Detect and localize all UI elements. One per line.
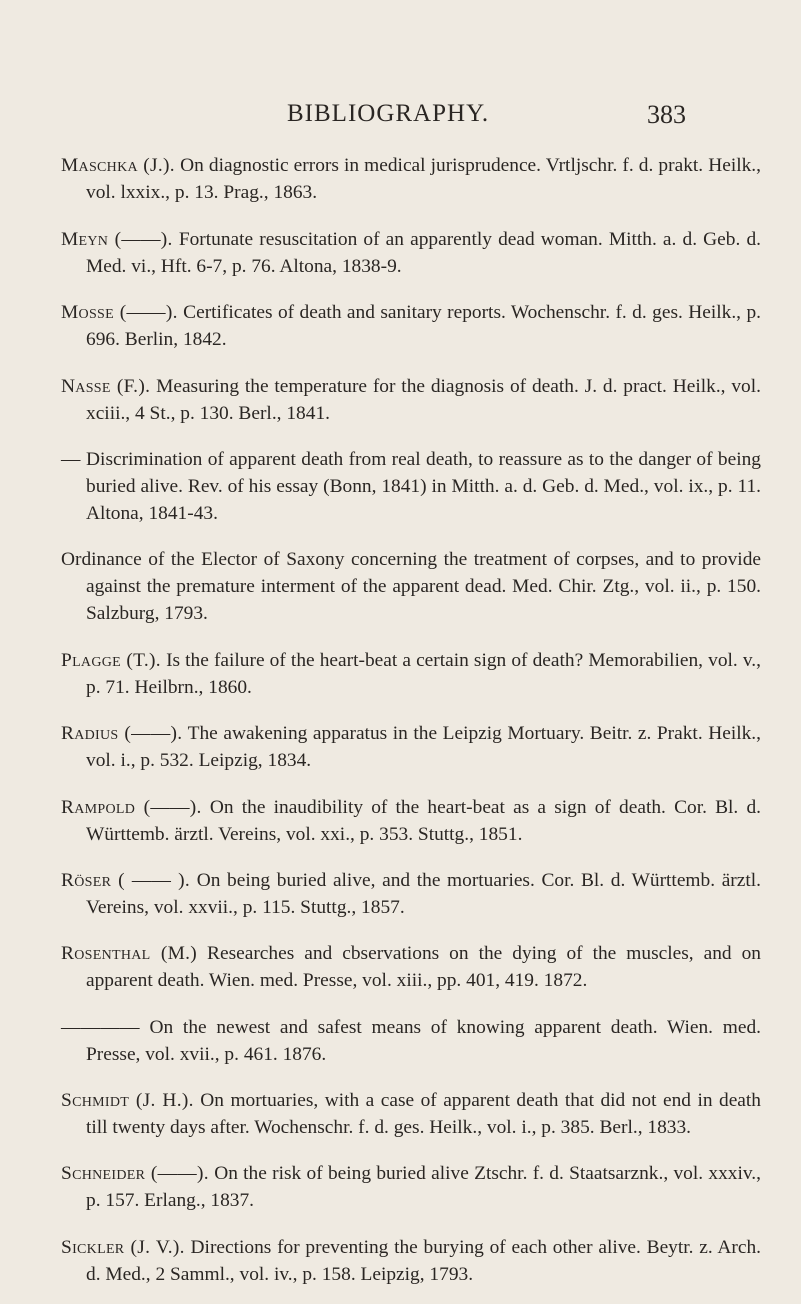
bibliography-entry <box>61 1234 761 1288</box>
entry-text: Ordinance of the Elector of Saxony concerning the treatment of corpses, and to provide against the premature interment of the apparent dead. Med. Chir. Ztg., vol. ii., p. 150. Salzburg, 1793. <box>61 549 761 625</box>
entry-text: Fortunate resuscitation of an apparently dead woman. Mitth. a. d. Geb. d. Med. vi., Hft. 6-7, p. 76. Altona, 1838-9. <box>86 228 761 277</box>
entry-author: Schmidt (J. H.). <box>61 1090 194 1112</box>
entry-author: — <box>61 448 81 470</box>
entry-author: Meyn (——). <box>61 228 173 250</box>
entry-author: Schneider (——). <box>61 1163 209 1185</box>
entry-author: Sickler (J. V.). <box>61 1236 185 1258</box>
entry-author: Nasse (F.). <box>61 375 151 397</box>
entry-text: Measuring the temperature for the diagnosis of death. J. d. pract. Heilk., vol. xciii., 4 St., p. 130. Berl., 1841. <box>86 375 761 424</box>
entry-author: Maschka (J.). <box>61 155 175 177</box>
entry-text: On being buried alive, and the mortuaries. Cor. Bl. d. Württemb. ärztl. Vereins, vol. xxvii., p. 115. Stuttg., 1857. <box>86 869 761 918</box>
entry-author: Röser ( —— ). <box>61 869 191 891</box>
running-head <box>0 100 801 130</box>
bibliography-entry <box>61 1087 761 1141</box>
bibliography-entry <box>61 1160 761 1214</box>
entry-author: Radius (——). <box>61 723 183 745</box>
entry-author: Plagge (T.). <box>61 649 161 671</box>
entry-text: On diagnostic errors in medical jurisprudence. Vrtljschr. f. d. prakt. Heilk., vol. lxxix., p. 13. Prag., 1863. <box>86 155 761 204</box>
bibliography-entry <box>61 1014 761 1068</box>
entry-text: Directions for preventing the burying of each other alive. Beytr. z. Arch. d. Med., 2 Samml., vol. iv., p. 158. Leipzig, 1793. <box>86 1236 761 1285</box>
running-title: BIBLIOGRAPHY. <box>287 100 490 127</box>
page-number: 383 <box>647 100 686 129</box>
entry-text: On the newest and safest means of knowing apparent death. Wien. med. Presse, vol. xvii., p. 461. 1876. <box>86 1016 761 1065</box>
bibliography-entry <box>61 794 761 848</box>
entry-text: Is the failure of the heart-beat a certain sign of death? Memorabilien, vol. v., p. 71. Heilbrn., 1860. <box>86 649 761 698</box>
bibliography-list <box>61 133 761 1298</box>
entry-text: Discrimination of apparent death from real death, to reassure as to the danger of being buried alive. Rev. of his essay (Bonn, 1841) in Mitth. a. d. Geb. d. Med., vol. ix., p. 11. Altona, 1841-43. <box>86 448 761 524</box>
entry-author: Rosenthal (M.) <box>61 943 198 965</box>
entry-text: Researches and cbservations on the dying of the muscles, and on apparent death. Wien. med. Presse, vol. xiii., pp. 401, 419. 1872. <box>86 943 762 992</box>
entry-text: Certificates of death and sanitary reports. Wochenschr. f. d. ges. Heilk., p. 696. Berlin, 1842. <box>86 302 761 351</box>
bibliography-entry <box>61 647 761 701</box>
bibliography-entry <box>61 299 761 353</box>
entry-author: ———— <box>61 1016 140 1038</box>
entry-author: Rampold (——). <box>61 796 202 818</box>
bibliography-entry <box>61 152 761 206</box>
bibliography-entry <box>61 867 761 921</box>
bibliography-entry <box>61 446 761 527</box>
bibliography-entry <box>61 940 761 994</box>
entry-text: On the risk of being buried alive Ztschr. f. d. Staatsarznk., vol. xxxiv., p. 157. Erlang., 1837. <box>86 1163 761 1212</box>
entry-author: Mosse (——). <box>61 302 178 324</box>
bibliography-entry <box>61 373 761 427</box>
bibliography-entry <box>61 720 761 774</box>
bibliography-entry <box>61 226 761 280</box>
entry-text: On the inaudibility of the heart-beat as a sign of death. Cor. Bl. d. Württemb. ärztl. Vereins, vol. xxi., p. 353. Stuttg., 1851. <box>86 796 762 845</box>
entry-text: On mortuaries, with a case of apparent death that did not end in death till twenty days after. Wochenschr. f. d. ges. Heilk., vol. i., p. 385. Berl., 1833. <box>86 1090 761 1139</box>
bibliography-entry <box>61 546 761 627</box>
entry-text: The awakening apparatus in the Leipzig Mortuary. Beitr. z. Prakt. Heilk., vol. i., p. 532. Leipzig, 1834. <box>86 723 761 772</box>
